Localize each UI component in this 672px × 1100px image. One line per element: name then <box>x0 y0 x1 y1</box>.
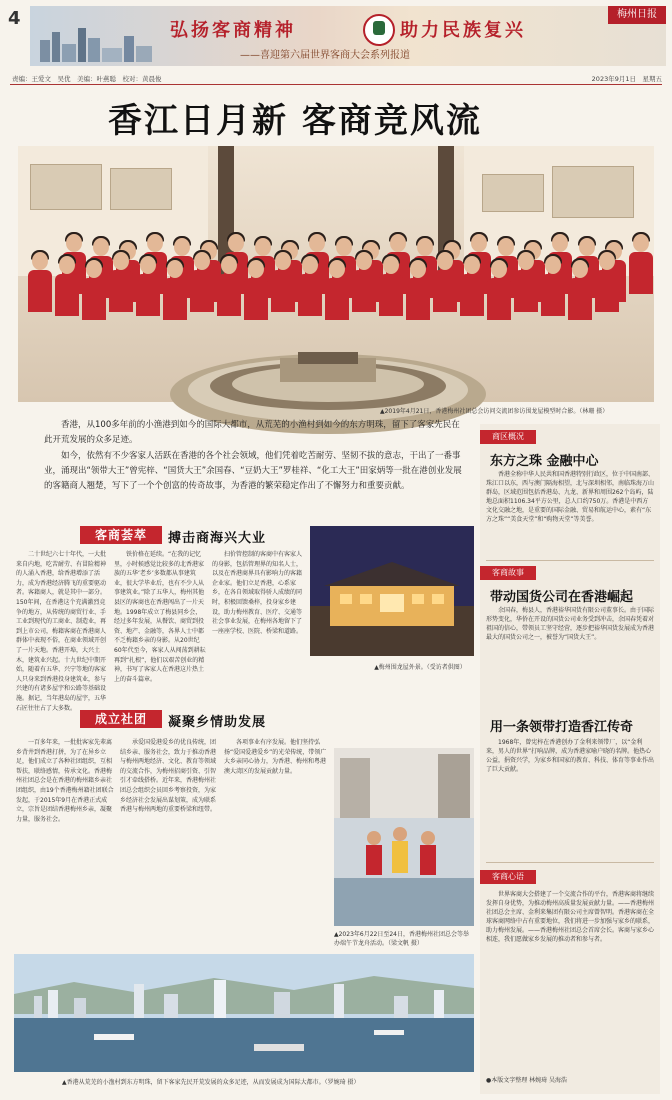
article-column: 二十世纪六七十年代，一大批来自内地，吃苦耐劳、有冒险精神的人涌入香港，给香港增添了活力，成为香港经济腾飞的重要驱动者。客籍商人，就是其中一部分。150年间，在香港这个充满激烈竞争的地方，从传统的商贸行业、手工业到现代的工商业、制造业，再到上市公司，梅籍客商在香港商人群体中表现不俗，在商业领域开创了一片天地。香港开埠，大兴土木，建筑业兴起。十九世纪中期开始，随着有五华、兴宁等地的客家人只身来到香港投身建筑业，参与兴建的有诸多屋宇和公路等基础设施。据记，当年港岛的屋宇，五华石匠往往占了大多数。 <box>16 551 107 712</box>
banner-subtitle: ——喜迎第六届世界客商大会系列报道 <box>240 50 410 61</box>
dragon-boat-caption: ▲2023年6月22日至24日，香港梅州社团总会等举办端午节龙舟活动。（梁文帆 摄） <box>334 931 469 947</box>
page-headline: 香江日月新 客商竞风流 <box>108 101 482 141</box>
section-title-merchants: 搏击商海兴大业 <box>168 531 267 546</box>
masthead-banner <box>30 6 666 66</box>
section-label-merchants: 客商荟萃 <box>80 526 162 544</box>
person <box>163 260 187 320</box>
victoria-harbour-photo <box>14 954 474 1072</box>
person <box>109 252 133 312</box>
sidebar-tag: 商区概况 <box>480 430 536 444</box>
slogan-left: 弘扬客商精神 <box>170 20 296 41</box>
divider <box>486 560 654 561</box>
roundhouse-night-photo <box>310 526 474 656</box>
divider <box>486 862 654 863</box>
person <box>271 252 295 312</box>
person <box>325 260 349 320</box>
sidebar-body: 1968年，曾宪梓在香港创办了金利来领带厂，以“金利来，男人的世界”打响品牌，成为香港家喻户晓的名牌。他热心公益，捐资兴学，为家乡和国家的教育、科技、体育等事业作出了巨大贡献。 <box>486 739 655 773</box>
article-column: 铁价格在延续。“在我的记忆里，小时候感觉比较多的北香港家族的五华‘老乡’多数都从事建筑业，很大学毕业后，也有不少人从事建筑业。”除了五华人，梅州其他县区的客商也在香港闯出了一片天地。1998年成立了梅县同乡会，经过多年发展，从餐饮、商贸到投资、地产、金融等，各界人士中都不乏梅籍乡亲的身影。从20世纪60年代至今，客家人从闯荡到耕耘再到“扎根”，他们以艰苦创业的精神，书写了客家人在香港这片热土上的奋斗篇章。 <box>114 551 206 683</box>
article-column: 各项事业有序发展。他们坚持弘扬“爱国爱港爱乡”的光荣传统，带领广大乡亲同心协力，为香港、梅州和粤港澳大湾区的发展贡献力量。 <box>224 739 327 775</box>
skyline-illustration <box>36 22 156 62</box>
person <box>629 234 653 294</box>
sidebar-title: 用一条领带打造香江传奇 <box>490 720 634 735</box>
exhibit-frame <box>30 164 102 210</box>
harbour-caption: ▲香港从荒芜的小渔村到东方明珠，留下客家先民开荒发展的众多足迹，从而发展成为国际大都市。（罗婉琦 摄） <box>62 1079 360 1086</box>
person <box>379 256 403 316</box>
person <box>55 256 79 316</box>
header-rule <box>10 84 662 85</box>
person <box>352 252 376 312</box>
slogan-right: 助力民族复兴 <box>400 20 526 41</box>
exhibit-frame <box>482 174 544 212</box>
section-title-associations: 凝聚乡情助发展 <box>168 715 267 730</box>
person <box>217 256 241 316</box>
sidebar-footer: ●本版文字整理 林婉琦 吴海浩 <box>486 1077 568 1084</box>
article-intro <box>44 418 464 495</box>
person <box>568 260 592 320</box>
person <box>433 252 457 312</box>
person <box>136 256 160 316</box>
person <box>460 256 484 316</box>
sidebar <box>480 424 660 1094</box>
roundhouse-caption: ▲梅州围龙屋外景。（受访者供图） <box>374 664 466 671</box>
main-photo-caption: ▲2019年4月21日，香港梅州社团总会访问交流团参访围龙屋模型时合影。（林珊 摄） <box>380 408 609 415</box>
issue-date: 2023年9月1日 星期五 <box>591 75 662 83</box>
emblem-icon <box>363 14 395 46</box>
sidebar-body: 余国春，梅县人，香港裕华国货有限公司董事长。由于国际形势变化，华侨在开设的国货公司业务受到冲击，余国春凭着对祖国的信心，带领员工坚守经营，逐步把裕华国货发展成为香港最大的国货公司之一，被誉为“国货大王”。 <box>486 607 655 641</box>
exhibit-frame <box>110 168 172 210</box>
person <box>487 260 511 320</box>
page-number: 4 <box>8 8 21 29</box>
paper-name: 梅州日报 <box>608 6 666 24</box>
main-group-photo <box>18 146 654 402</box>
person <box>595 252 619 312</box>
person <box>406 260 430 320</box>
person <box>514 252 538 312</box>
exhibit-frame <box>552 166 634 218</box>
person <box>28 252 52 312</box>
sidebar-body: 香港全称中华人民共和国香港特别行政区，位于中国南部、珠江口以东，西与澳门隔海相望，北与深圳相邻，南临珠海万山群岛，区域范围包括香港岛、九龙、新界和周围262个岛屿，陆地总面积1106.34平方公里，总人口约750万。香港是中西方文化交融之地，是重要的国际金融、贸易和航运中心，素有“东方之珠”“美食天堂”和“购物天堂”等美誉。 <box>486 471 655 523</box>
editor-credits: 责编：王爱文 吴优 美编：叶燕聪 校对：黄晨俊 <box>12 75 162 83</box>
intro-paragraph: 香港，从100多年前的小渔港到如今的国际大都市，从荒芜的小渔村到如今的东方明珠，留下了客家先民在此开荒发展的众多足迹。 <box>44 420 460 445</box>
sidebar-body: 世界客商大会搭建了一个交流合作的平台，香港客商将继续发挥自身优势，为推动梅州高质量发展贡献力量。——香港梅州社团总会主席、金利来集团有限公司主席曾智明。香港客商在全球客商网络中占有重要地位，我们将进一步加强与家乡的联系，助力梅州发展。——香港梅州社团总会首席会长。客商与家乡心相连，我们愿做家乡发展的推动者和参与者。 <box>486 891 655 943</box>
roundhouse-night-illustration <box>310 526 474 656</box>
sidebar-tag: 客商故事 <box>480 566 536 580</box>
person <box>298 256 322 316</box>
dragon-boat-illustration <box>334 748 474 926</box>
article-column: 承爱国爱港爱乡的优良传统，团结乡亲、服务社会，致力于推动香港与梅州两地经济、文化、教育等领域的交流合作，为梅州招商引资、引智引才牵线搭桥。近年来，香港梅州社团总会组织会员回乡考察投资，为家乡经济社会发展出谋划策，成为联系香港与梅州两地的重要桥梁和纽带。 <box>120 739 217 814</box>
person <box>190 252 214 312</box>
person <box>541 256 565 316</box>
intro-paragraph: 如今，依然有不少客家人活跃在香港的各个社会领域，他们凭着吃苦耐劳、坚韧不拔的意志，干出了一番事业，涌现出“领带大王”曾宪梓、“国货大王”余国春、“豆奶大王”罗桂祥、“化工大王”田家炳等一批在港创业发展的客籍商人翘楚，写下了一个个创富的传奇故事，为香港的繁荣稳定作出了不懈努力和重要贡献。 <box>44 451 462 491</box>
sidebar-title: 东方之珠 金融中心 <box>490 454 599 469</box>
person <box>82 260 106 320</box>
dragon-boat-photo <box>334 748 474 926</box>
sidebar-tag: 客商心语 <box>480 870 536 884</box>
article-column: 扫价管控制的客商中有客家人的身影，包括管理界的知名人士，以及在香港商界具有影响力的客籍企业家。他们立足香港，心系家乡，在各自领域取得骄人成绩的同时，积极回馈桑梓，投身家乡建设，助力梅州教育、医疗、交通等社会事业发展，在梅州各地留下了一座座学校、医院、桥梁和道路。 <box>212 551 303 635</box>
harbour-skyline-illustration <box>14 954 474 1072</box>
sidebar-title: 带动国货公司在香港崛起 <box>490 590 634 605</box>
section-label-associations: 成立社团 <box>80 710 162 728</box>
roundhouse-model <box>168 314 488 402</box>
person <box>244 260 268 320</box>
article-column: 一百多年来，一批批客家先辈离乡背井到香港打拼，为了在异乡立足，他们成立了各种社团组织，互相帮扶，联络感情，传承文化。香港梅州社团总会是在香港的梅州籍乡亲社团组织，由19个香港梅州籍社团联合发起，于2015年9月在香港正式成立，宗旨是团结香港梅州乡亲，凝聚力量，服务社会。 <box>16 739 114 823</box>
